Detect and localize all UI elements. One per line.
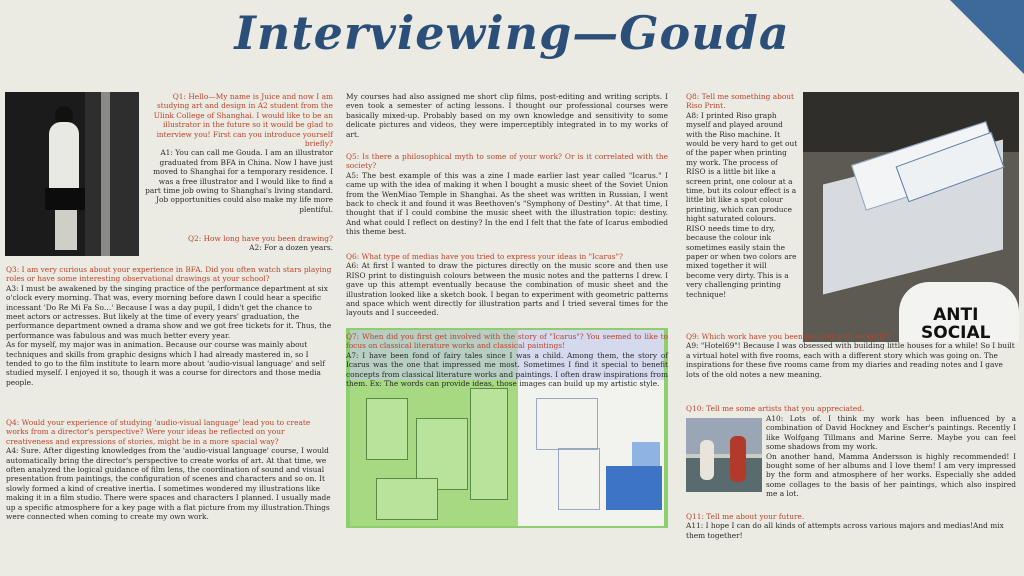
page-title: Interviewing—Gouda <box>234 6 790 60</box>
painting-sky <box>686 418 762 454</box>
question-4: Q4: Would your experience of studying 'audio-visual language' lead you to create works from a director's perspective? Were your ideas be reflected on your creativeness and expressions of stories, might be in a more spacial way? <box>6 418 311 446</box>
portrait-photo <box>5 92 139 256</box>
q5-a5-block <box>346 152 668 237</box>
q6-a6-block <box>346 252 668 318</box>
question-10: Q10: Tell me some artists that you appreciated. <box>686 404 865 413</box>
q7-a7-block <box>346 332 668 388</box>
question-9: Q9: Which work have you been pleased with recently? <box>686 332 890 341</box>
q11-a11-block <box>686 512 1016 540</box>
question-5: Q5: Is there a philosophical myth to some of your work? Or is it correlated with the society? <box>346 152 668 171</box>
illustration-block <box>366 398 408 460</box>
answer-6: A6: At first I wanted to draw the pictures directly on the music score and then use RISO print to distinguish colours between the music notes and the patterns I drew. I gave up this attempt eventually because the combination of music sheet and the illustration looked like a sketch book. I began to experiment with geometric patterns and space which went directly for illustration parts and I tried several times for the layouts and I succeeded. <box>346 261 668 318</box>
riso-print-photo <box>803 92 1019 342</box>
q3-a3-block <box>6 265 333 387</box>
q8-a8-block <box>686 92 798 299</box>
answer-10b: On another hand, Mamma Andersson is highly recommended! I bought some of her albums and I love them! I am very impressed by the form and atmosphere of her works. Especially she added some collages to the basis of her paintings, which also inspired me a lot. <box>766 451 1016 499</box>
courses-text: My courses had also assigned me short clip films, post-editing and writing scripts. I even took a semester of acting lessons. I thought our professional courses were basically mixed-up. Probably based on my own knowledge and sensitivity to some delicate pictures and videos, they were imperceptibly integrated in to my works of art. <box>346 92 668 139</box>
answer-5: A5: The best example of this was a zine I made earlier last year called "Icarus." I came up with the idea of making it when I bought a music sheet of the Soviet Union from the WenMiao Temple in Shanghai. As the sheet was written in Russian, I went back to check it and found it was Beethoven's "Symphony of Destiny". At that time, I thought that if I could combine the music sheet with the illustration topic: destiny. And what could I reflect on destiny? In the end I felt that the fate of Icarus embodied this theme best. <box>346 170 668 237</box>
photo-wall <box>85 92 139 256</box>
answer-2: A2: For a dozen years. <box>249 243 333 253</box>
question-6: Q6: What type of medias have you tried to express your ideas in "Icarus"? <box>346 252 623 261</box>
illustration-blue-block <box>606 466 662 510</box>
answer-8: A8: I printed Riso graph myself and played around with the Riso machine. It would be very hard to get out of the paper when printing my work. The process of RISO is a little bit like a screen print, one colour at a time, but its colour effect is a little bit like a spot colour printing, which can produce hight saturated colours. RISO needs time to dry, because the colour ink sometimes easily stain the paper or when two colors are mixed together it will become very dirty. This is a very challenging printing technique! <box>686 110 798 299</box>
question-7: Q7: When did you first get involved with the story of "Icarus"? You seemed to like to focus on classical literature works and classical paintings! <box>346 332 668 351</box>
answer-9: A9: "Hotel69"! Because I was obsessed with building little houses for a while! So I built a virtual hotel with five rooms, each with a different story which was going on. The inspirations for these five rooms came from my diaries and reading notes and I gave lots of the old notes a new meaning. <box>686 341 1015 379</box>
photo-skirt <box>45 188 85 210</box>
answer-4: A4: Sure. After digesting knowledges from the 'audio-visual language' course, I would automatically bring the director's perspective to create works of art. At that time, we often analyzed the logical guidance of film lens, the coordination of sound and visual presentation from paintings, the configuration of scenes and characters and so on. It slowly formed a kind of creative inertia. I sometimes wondered my illustrations like making it in a film studio. There were spaces and characters I planned. I usually made up a specific atmosphere for a key page with a flat picture from my illustration.Things were connected when coming to create my own work. <box>6 446 331 522</box>
painting-water <box>686 458 762 492</box>
q9-a9-block <box>686 332 1016 379</box>
answer-3b: As for myself, my major was in animation. Because our course was mainly about techniques and skills from graphic designs which I had already mastered in, so I tended to go to the film institute to learn more about 'audio-visual language' and self studied myself. I enjoyed it so, though it was a course for directors and those media people. <box>6 340 325 387</box>
q4-a4-block <box>6 418 333 521</box>
shirt-print: ANTI SOCIAL <box>921 305 991 342</box>
courses-paragraph <box>346 92 668 139</box>
answer-3: A3: I must be awakened by the singing practice of the performance department at six o'clock every morning. That was, every morning before dawn I could hear a specific incessant 'Do Re Mi Fa So…' Because I was a day pupil, I didn't get the chance to meet actors or actresses. But likely at the time of every years' graduation, the performance department owned a drama show and we got free tickets for it. Thus, the performance was fabulous and was much better every year. <box>6 283 332 340</box>
q10-heading-block <box>686 404 1016 413</box>
photo-legs <box>55 210 77 250</box>
illustration-light-blue <box>632 442 660 466</box>
painting-figure <box>700 440 714 480</box>
question-3: Q3: I am very curious about your experience in BFA. Did you often watch stars playing roles or have some interesting observational drawings at your school? <box>6 265 332 284</box>
illustration-arch <box>536 398 598 450</box>
answer-1: A1: You can call me Gouda. I am an illustrator graduated from BFA in China. Now I have just moved to Shanghai for a temporary residence. I was a free illustrator and I would like to find a part time job owing to Shanghai's living standard. Job opportunities could also make my life more plentiful. <box>145 148 333 214</box>
answer-7: A7: I have been fond of fairy tales since I was a child. Among them, the story of Icarus was the one that impressed me most. Sometimes I find it special to benefit concepts from classical literature works and paintings. I often draw inspirations from them. Ex: The words can provide ideas, those images can build up my artistic style. <box>346 350 668 389</box>
illustration-block <box>470 388 508 500</box>
q2-a2-block <box>143 234 333 253</box>
illustration-block <box>376 478 438 520</box>
painting-figure <box>730 436 746 482</box>
question-2: Q2: How long have you been drawing? <box>187 234 333 243</box>
photo-pole <box>101 92 110 256</box>
question-11: Q11: Tell me about your future. <box>686 512 805 521</box>
a10-block <box>766 414 1016 499</box>
answer-11: A11: I hope I can do all kinds of attempts across various majors and medias!And mix them together! <box>686 521 1004 540</box>
answer-10: A10: Lots of. I think my work has been influenced by a combination of David Hockney and Escher's paintings. Recently I like Wolfgang Tillmans and Marine Serre. Maybe you can feel some shadows from my work. <box>766 414 1016 452</box>
q1-a1-block <box>143 92 333 214</box>
photo-figure <box>49 122 79 192</box>
illustration-arch <box>558 448 600 510</box>
question-8: Q8: Tell me something about Riso Print. <box>686 92 795 111</box>
painting-thumbnail <box>686 418 762 492</box>
question-1: Q1: Hello—My name is Juice and now I am studying art and design in A2 student from the Ulink College of Shanghai. I would like to be an illustrator in the future so it would be glad to interview you! First can you introduce yourself briefly? <box>153 92 333 149</box>
